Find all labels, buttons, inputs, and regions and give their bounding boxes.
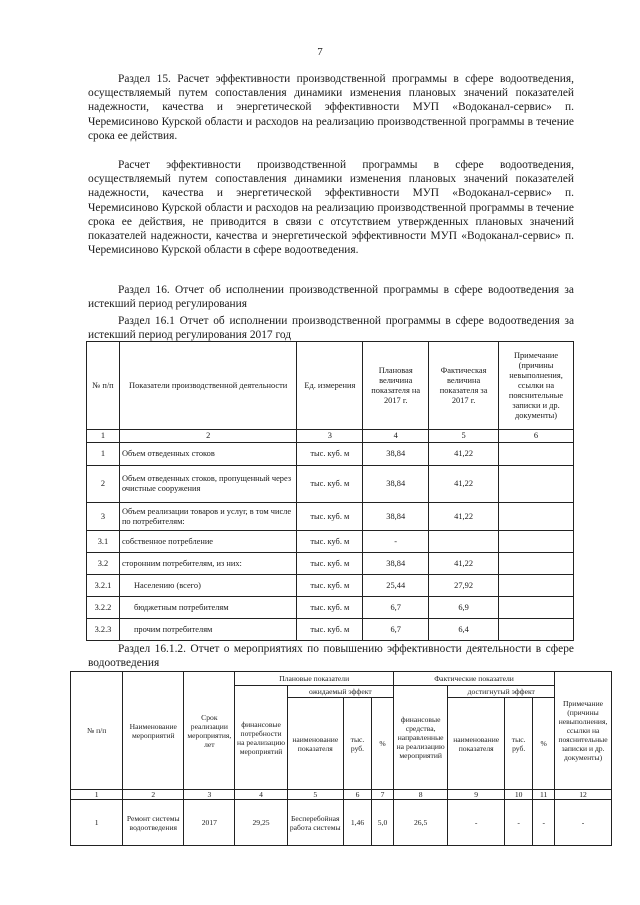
header-cell: Фактическая величина показателя за 2017 г. (429, 342, 499, 430)
section-15-heading (88, 72, 574, 143)
column-number: 1 (71, 790, 123, 800)
column-number: 1 (87, 430, 120, 443)
header-number: № п/п (71, 672, 123, 790)
row-indicator: Объем отведенных стоков (119, 443, 296, 466)
header-indicator-name: наименование показателя (448, 698, 505, 790)
section-15-body-text: Расчет эффективности производственной программы в сфере водоотведения, осуществляемый путем сопоставления динамики изменения плановых значений показателей надежности, качества и энергетической эффективности МУП «Водоканал-сервис» п. Черемисиново Курской области и расходов на реализацию производственной программы в течение срока ее действия, не приводится в связи с отсутствием утвержденных плановых значений показателей надежности, качества и энергетической эффективности МУП «Водоканал-сервис» п. Черемисиново Курской области в сфере водоотведения. (88, 159, 574, 257)
row-plan: 6,7 (363, 597, 429, 619)
row-note (499, 503, 574, 531)
header-rub: тыс. руб. (343, 698, 371, 790)
row-unit: тыс. куб. м (297, 466, 363, 503)
row-achieved-rub: - (505, 800, 533, 846)
row-fact: 6,4 (429, 619, 499, 641)
row-fact: 41,22 (429, 466, 499, 503)
header-plan-indicators: Плановые показатели (235, 672, 394, 686)
column-number: 8 (393, 790, 447, 800)
header-plan-finance: финансовые потребности на реализацию мероприятий (235, 686, 287, 790)
row-unit: тыс. куб. м (297, 443, 363, 466)
row-unit: тыс. куб. м (297, 575, 363, 597)
table-row (87, 597, 574, 619)
header-cell: Ед. измерения (297, 342, 363, 430)
row-indicator: Объем реализации товаров и услуг, в том числе по потребителям: (119, 503, 296, 531)
table-row (87, 553, 574, 575)
column-number-row (87, 430, 574, 443)
column-number: 11 (533, 790, 555, 800)
column-number: 5 (429, 430, 499, 443)
row-indicator: бюджетным потребителям (119, 597, 296, 619)
row-indicator: Населению (всего) (119, 575, 296, 597)
row-plan-finance: 29,25 (235, 800, 287, 846)
row-expected-rub: 1,46 (343, 800, 371, 846)
column-number: 12 (555, 790, 612, 800)
row-indicator: собственное потребление (119, 531, 296, 553)
column-number: 4 (235, 790, 287, 800)
header-achieved-effect: достигнутый эффект (448, 686, 555, 698)
row-fact-finance: 26,5 (393, 800, 447, 846)
column-number: 3 (184, 790, 235, 800)
table-header-row (87, 342, 574, 430)
column-number: 4 (363, 430, 429, 443)
row-plan: - (363, 531, 429, 553)
row-indicator: Объем отведенных стоков, пропущенный через очистные сооружения (119, 466, 296, 503)
header-pct: % (372, 698, 394, 790)
header-cell: Примечание (причины невыполнения, ссылки на пояснительные записки и др. документы) (499, 342, 574, 430)
column-number: 10 (505, 790, 533, 800)
row-number: 3.2.2 (87, 597, 120, 619)
row-plan: 38,84 (363, 443, 429, 466)
table-row (71, 800, 612, 846)
header-note: Примечание (причины невыполнения, ссылки на пояснительные записки и др. документы) (555, 672, 612, 790)
row-note (499, 466, 574, 503)
row-expected-indicator: Бесперебойная работа системы (287, 800, 343, 846)
table-row (87, 503, 574, 531)
row-term: 2017 (184, 800, 235, 846)
column-number: 6 (343, 790, 371, 800)
page-number: 7 (317, 46, 323, 58)
section-15-heading-text: Раздел 15. Расчет эффективности производственной программы в сфере водоотведения, осуществляемый путем сопоставления динамики изменения плановых значений показателей надежности, качества и энергетической эффективности МУП «Водоканал-сервис» п. Черемисиново Курской области и расходов на реализацию производственной программы в течение срока ее действия. (88, 73, 574, 142)
row-achieved-indicator: - (448, 800, 505, 846)
efficiency-measures-table (70, 671, 612, 846)
row-unit: тыс. куб. м (297, 553, 363, 575)
header-measure-name: Наименование мероприятий (123, 672, 184, 790)
column-number: 7 (372, 790, 394, 800)
section-16-1-2-heading-text: Раздел 16.1.2. Отчет о мероприятиях по повышению эффективности деятельности в сфере водоотведения (88, 643, 574, 670)
row-plan: 38,84 (363, 553, 429, 575)
row-number: 1 (71, 800, 123, 846)
header-rub: тыс. руб. (505, 698, 533, 790)
column-number: 2 (123, 790, 184, 800)
row-fact (429, 531, 499, 553)
row-note (499, 619, 574, 641)
header-cell: Показатели производственной деятельности (119, 342, 296, 430)
table-row (87, 466, 574, 503)
header-pct: % (533, 698, 555, 790)
table-row (87, 443, 574, 466)
section-15-body (88, 158, 574, 257)
row-note (499, 531, 574, 553)
row-indicator: сторонним потребителям, из них: (119, 553, 296, 575)
row-fact: 41,22 (429, 553, 499, 575)
header-indicator-name: наименование показателя (287, 698, 343, 790)
row-unit: тыс. куб. м (297, 619, 363, 641)
row-number: 3 (87, 503, 120, 531)
row-achieved-pct: - (533, 800, 555, 846)
row-note (499, 443, 574, 466)
row-note (499, 553, 574, 575)
row-plan: 25,44 (363, 575, 429, 597)
section-16-1-2-heading (88, 642, 574, 670)
section-16-1-heading-text: Раздел 16.1 Отчет об исполнении производственной программы в сфере водоотведения за истекший период регулирования 2017 год (88, 315, 574, 342)
row-fact: 27,92 (429, 575, 499, 597)
row-number: 3.2 (87, 553, 120, 575)
header-cell: Плановая величина показателя на 2017 г. (363, 342, 429, 430)
table-row (87, 575, 574, 597)
row-number: 3.2.3 (87, 619, 120, 641)
row-unit: тыс. куб. м (297, 503, 363, 531)
row-fact: 6,9 (429, 597, 499, 619)
section-16-heading-text: Раздел 16. Отчет об исполнении производственной программы в сфере водоотведения за истекший период регулирования (88, 284, 574, 311)
table-row (87, 531, 574, 553)
row-measure-name: Ремонт системы водоотведения (123, 800, 184, 846)
row-number: 3.2.1 (87, 575, 120, 597)
row-fact: 41,22 (429, 503, 499, 531)
row-number: 3.1 (87, 531, 120, 553)
column-number-row (71, 790, 612, 800)
column-number: 2 (119, 430, 296, 443)
row-expected-pct: 5,0 (372, 800, 394, 846)
column-number: 3 (297, 430, 363, 443)
production-program-report-table (86, 341, 574, 641)
section-16-1-heading (88, 314, 574, 342)
row-plan: 6,7 (363, 619, 429, 641)
row-plan: 38,84 (363, 466, 429, 503)
column-number: 6 (499, 430, 574, 443)
table-row (87, 619, 574, 641)
row-indicator: прочим потребителям (119, 619, 296, 641)
header-cell: № п/п (87, 342, 120, 430)
column-number: 9 (448, 790, 505, 800)
header-fact-finance: финансовые средства, направленные на реализацию мероприятий (393, 686, 447, 790)
header-fact-indicators: Фактические показатели (393, 672, 554, 686)
row-number: 2 (87, 466, 120, 503)
header-row-1 (71, 672, 612, 686)
row-plan: 38,84 (363, 503, 429, 531)
section-16-heading (88, 283, 574, 311)
header-term: Срок реализации мероприятия, лет (184, 672, 235, 790)
row-note (499, 575, 574, 597)
row-note: - (555, 800, 612, 846)
row-fact: 41,22 (429, 443, 499, 466)
header-expected-effect: ожидаемый эффект (287, 686, 393, 698)
row-number: 1 (87, 443, 120, 466)
row-note (499, 597, 574, 619)
column-number: 5 (287, 790, 343, 800)
row-unit: тыс. куб. м (297, 597, 363, 619)
row-unit: тыс. куб. м (297, 531, 363, 553)
